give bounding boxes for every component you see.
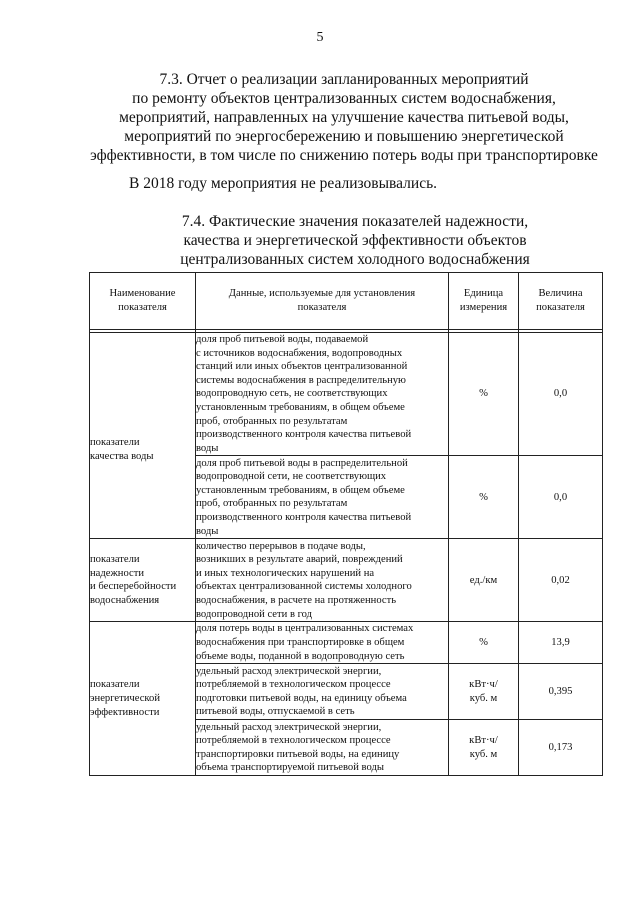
header-line: показателя	[297, 302, 347, 313]
title-line: эффективности, в том числе по снижению потерь воды при транспортировке	[90, 147, 598, 164]
unit-cell	[449, 622, 519, 664]
header-line: Данные, используемые для установления	[228, 288, 416, 300]
desc-line: проб, отобранных по результатам	[196, 498, 348, 510]
indicator-name-cell	[90, 539, 196, 622]
unit-cell	[449, 333, 519, 456]
desc-line: установленным требованиям, в общем объеме	[196, 484, 405, 496]
header-value	[519, 273, 603, 330]
unit-line: куб. м	[469, 692, 498, 704]
desc-line: водоснабжения, в расчете на протяженность	[196, 594, 397, 606]
unit-line: %	[479, 491, 488, 503]
desc-line: доля проб питьевой воды в распределительной	[196, 457, 408, 469]
value-cell: 0,0	[519, 333, 603, 456]
desc-line: водопроводную сеть, не соответствующих	[196, 388, 388, 400]
desc-line: проб, отобранных по результатам	[196, 415, 348, 427]
name-line: энергетической	[90, 693, 160, 705]
desc-line: производственного контроля качества питьевой	[196, 429, 412, 441]
desc-line: водопроводной сети в год	[196, 608, 313, 620]
unit-line: ед./км	[469, 574, 498, 586]
name-line: показатели	[90, 554, 140, 566]
indicator-data-cell	[196, 720, 449, 776]
table-row	[90, 333, 603, 456]
section-7-3-note: В 2018 году мероприятия не реализовывались.	[129, 175, 438, 192]
table-header-row	[90, 273, 603, 330]
name-line: качества воды	[90, 450, 154, 462]
desc-line: удельный расход электрической энергии,	[196, 721, 382, 733]
desc-line: удельный расход электрической энергии,	[196, 665, 382, 677]
title-line: 7.4. Фактические значения показателей надежности,	[181, 213, 529, 230]
desc-line: объема транспортируемой питьевой воды	[196, 762, 384, 774]
unit-cell	[449, 720, 519, 776]
title-line: качества и энергетической эффективности объектов	[183, 232, 527, 249]
desc-line: объектах централизованной системы холодного	[196, 581, 412, 593]
indicator-name-cell	[90, 333, 196, 539]
value-cell: 13,9	[519, 622, 603, 664]
indicator-data-cell	[196, 664, 449, 720]
header-data	[196, 273, 449, 330]
indicator-data-cell	[196, 333, 449, 456]
unit-line: кВт·ч/	[469, 735, 498, 747]
header-line: измерения	[459, 302, 508, 313]
desc-line: системы водоснабжения в распределительную	[196, 374, 406, 386]
desc-line: доля проб питьевой воды, подаваемой	[196, 334, 369, 345]
value-cell: 0,0	[519, 456, 603, 539]
desc-line: питьевой воды, отпускаемой в сеть	[196, 706, 355, 718]
table-row	[90, 539, 603, 622]
indicator-data-cell	[196, 622, 449, 664]
unit-cell	[449, 456, 519, 539]
title-line: мероприятий по энергосбережению и повышению энергетической	[124, 128, 564, 145]
desc-line: потребляемой в технологическом процессе	[196, 679, 391, 691]
indicator-name-cell	[90, 622, 196, 776]
unit-cell	[449, 664, 519, 720]
unit-line: кВт·ч/	[469, 679, 498, 691]
desc-line: производственного контроля качества питьевой	[196, 511, 412, 523]
desc-line: возникших в результате аварий, повреждений	[196, 554, 403, 566]
unit-line: куб. м	[469, 748, 498, 760]
header-line: Величина	[538, 288, 583, 300]
desc-line: воды	[196, 525, 219, 537]
indicators-table	[89, 272, 603, 776]
desc-line: водопроводной сети, не соответствующих	[196, 471, 387, 483]
header-unit	[449, 273, 519, 330]
desc-line: транспортировки питьевой воды, на единицу	[196, 748, 400, 760]
name-line: и бесперебойности	[90, 581, 177, 593]
name-line: эффективности	[90, 706, 160, 718]
desc-line: количество перерывов в подаче воды,	[196, 540, 366, 552]
unit-line: %	[479, 388, 488, 400]
name-line: показатели	[90, 437, 140, 449]
title-line: мероприятий, направленных на улучшение качества питьевой воды,	[119, 109, 569, 126]
value-cell: 0,395	[519, 664, 603, 720]
desc-line: с источников водоснабжения, водопроводных	[196, 347, 403, 359]
name-line: показатели	[90, 679, 140, 691]
header-line: Единица	[463, 288, 504, 300]
header-line: показателя	[536, 302, 585, 313]
unit-cell	[449, 539, 519, 622]
header-line: показателя	[118, 302, 167, 313]
value-cell: 0,02	[519, 539, 603, 622]
value-cell: 0,173	[519, 720, 603, 776]
desc-line: доля потерь воды в централизованных системах	[196, 623, 414, 635]
page-number: 5	[316, 30, 324, 45]
title-line: по ремонту объектов централизованных систем водоснабжения,	[132, 90, 556, 107]
desc-line: установленным требованиям, в общем объеме	[196, 401, 405, 413]
indicator-data-cell	[196, 456, 449, 539]
header-name	[90, 273, 196, 330]
table-row	[90, 622, 603, 664]
desc-line: объеме воды, поданной в водопроводную сеть	[196, 650, 405, 662]
desc-line: станций или иных объектов централизованной	[196, 361, 408, 373]
title-line: централизованных систем холодного водоснабжения	[180, 251, 530, 268]
name-line: водоснабжения	[90, 594, 160, 606]
indicator-data-cell	[196, 539, 449, 622]
desc-line: подготовки питьевой воды, на единицу объема	[196, 692, 407, 704]
name-line: надежности	[90, 567, 145, 579]
header-line: Наименование	[109, 288, 176, 300]
desc-line: водоснабжения при транспортировке в общем	[196, 637, 405, 649]
title-line: 7.3. Отчет о реализации запланированных мероприятий	[159, 71, 529, 88]
desc-line: воды	[196, 442, 219, 454]
desc-line: потребляемой в технологическом процессе	[196, 735, 391, 747]
desc-line: и иных технологических нарушений на	[196, 567, 375, 579]
section-7-3-title	[88, 70, 600, 165]
section-7-4-title	[150, 212, 560, 269]
unit-line: %	[479, 637, 488, 649]
